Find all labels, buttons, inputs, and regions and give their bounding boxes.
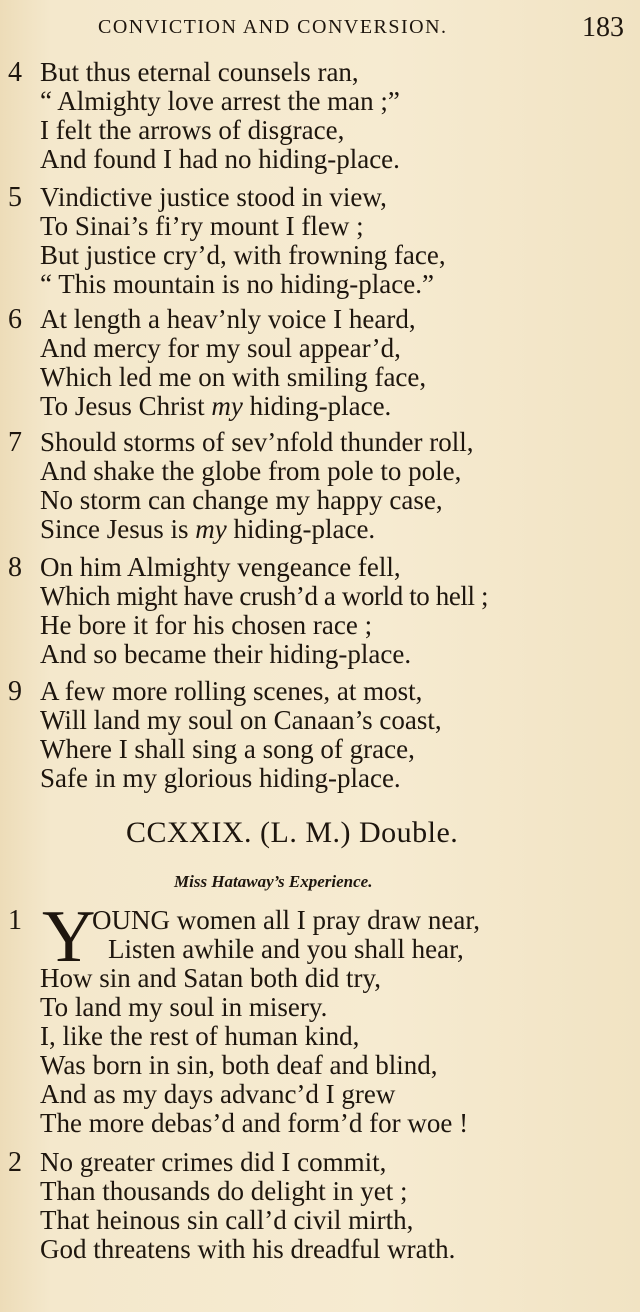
verse-line: And mercy for my soul appear’d, — [40, 333, 401, 363]
verse-line-start: To Jesus Christ — [40, 391, 212, 421]
running-head: CONVICTION AND CONVERSION. — [98, 16, 448, 38]
verse-line: And as my days advanc’d I grew — [40, 1079, 396, 1109]
verse-number: 1 — [8, 905, 22, 936]
page-header — [98, 12, 628, 46]
verse-line: To land my soul in misery. — [40, 992, 328, 1022]
verse-line: Where I shall sing a song of grace, — [40, 734, 415, 764]
verse-line: I felt the arrows of disgrace, — [40, 115, 345, 145]
verse-number: 2 — [8, 1147, 22, 1178]
verse-line: Than thousands do delight in yet ; — [40, 1176, 408, 1206]
verse-line: Which led me on with smiling face, — [40, 362, 427, 392]
verse-line: Safe in my glorious hiding-place. — [40, 763, 401, 793]
verse-line-emphasis: my — [211, 391, 243, 421]
verse-line: A few more rolling scenes, at most, — [40, 676, 423, 706]
verse-number: 7 — [8, 427, 22, 458]
verse-line-start: Since Jesus is — [40, 514, 196, 544]
verse-line: But justice cry’d, with frowning face, — [40, 240, 446, 270]
verse-line: Should storms of sev’nfold thunder roll, — [40, 427, 474, 457]
hymn-subtitle: Miss Hataway’s Experience. — [174, 872, 373, 891]
verse-line: The more debas’d and form’d for woe ! — [40, 1108, 469, 1138]
verse-line: No greater crimes did I commit, — [40, 1147, 387, 1177]
verse-line: “ Almighty love arrest the man ;” — [40, 86, 400, 116]
verse-number: 4 — [8, 57, 22, 88]
verse-line: He bore it for his chosen race ; — [40, 610, 373, 640]
verse-line: And shake the globe from pole to pole, — [40, 456, 462, 486]
verse-line: God threatens with his dreadful wrath. — [40, 1234, 456, 1264]
verse-line: But thus eternal counsels ran, — [40, 57, 359, 87]
verse-line — [40, 392, 391, 421]
verse-number: 8 — [8, 552, 22, 583]
verse-line: “ This mountain is no hiding-place.” — [40, 269, 434, 299]
verse-line: How sin and Satan both did try, — [40, 963, 381, 993]
verse-number: 5 — [8, 182, 22, 213]
hymn-title: CCXXIX. (L. M.) Double. — [126, 816, 459, 849]
verse-line — [40, 515, 375, 544]
verse-line-end: hiding-place. — [242, 391, 392, 421]
verse-line: Will land my soul on Canaan’s coast, — [40, 705, 442, 735]
page-number: 183 — [582, 12, 624, 43]
verse-line: At length a heav’nly voice I heard, — [40, 304, 416, 334]
verse-line: Listen awhile and you shall hear, — [108, 934, 464, 964]
verse-line: Vindictive justice stood in view, — [40, 182, 387, 212]
verse-line: To Sinai’s fi’ry mount I flew ; — [40, 211, 364, 241]
drop-cap: Y — [42, 896, 96, 978]
verse-number: 9 — [8, 676, 22, 707]
verse-line: On him Almighty vengeance fell, — [40, 552, 401, 582]
verse-line: Was born in sin, both deaf and blind, — [40, 1050, 438, 1080]
verse-line: And found I had no hiding-place. — [40, 144, 400, 174]
verse-line: Which might have crush’d a world to hell ; — [40, 581, 489, 611]
verse-line-emphasis: my — [195, 514, 227, 544]
verse-line: That heinous sin call’d civil mirth, — [40, 1205, 414, 1235]
verse-line: And so became their hiding-place. — [40, 639, 412, 669]
verse-line: No storm can change my happy case, — [40, 485, 443, 515]
verse-line: I, like the rest of human kind, — [40, 1021, 360, 1051]
verse-number: 6 — [8, 304, 22, 335]
verse-line-end: hiding-place. — [226, 514, 376, 544]
verse-line: OUNG women all I pray draw near, — [92, 905, 481, 935]
